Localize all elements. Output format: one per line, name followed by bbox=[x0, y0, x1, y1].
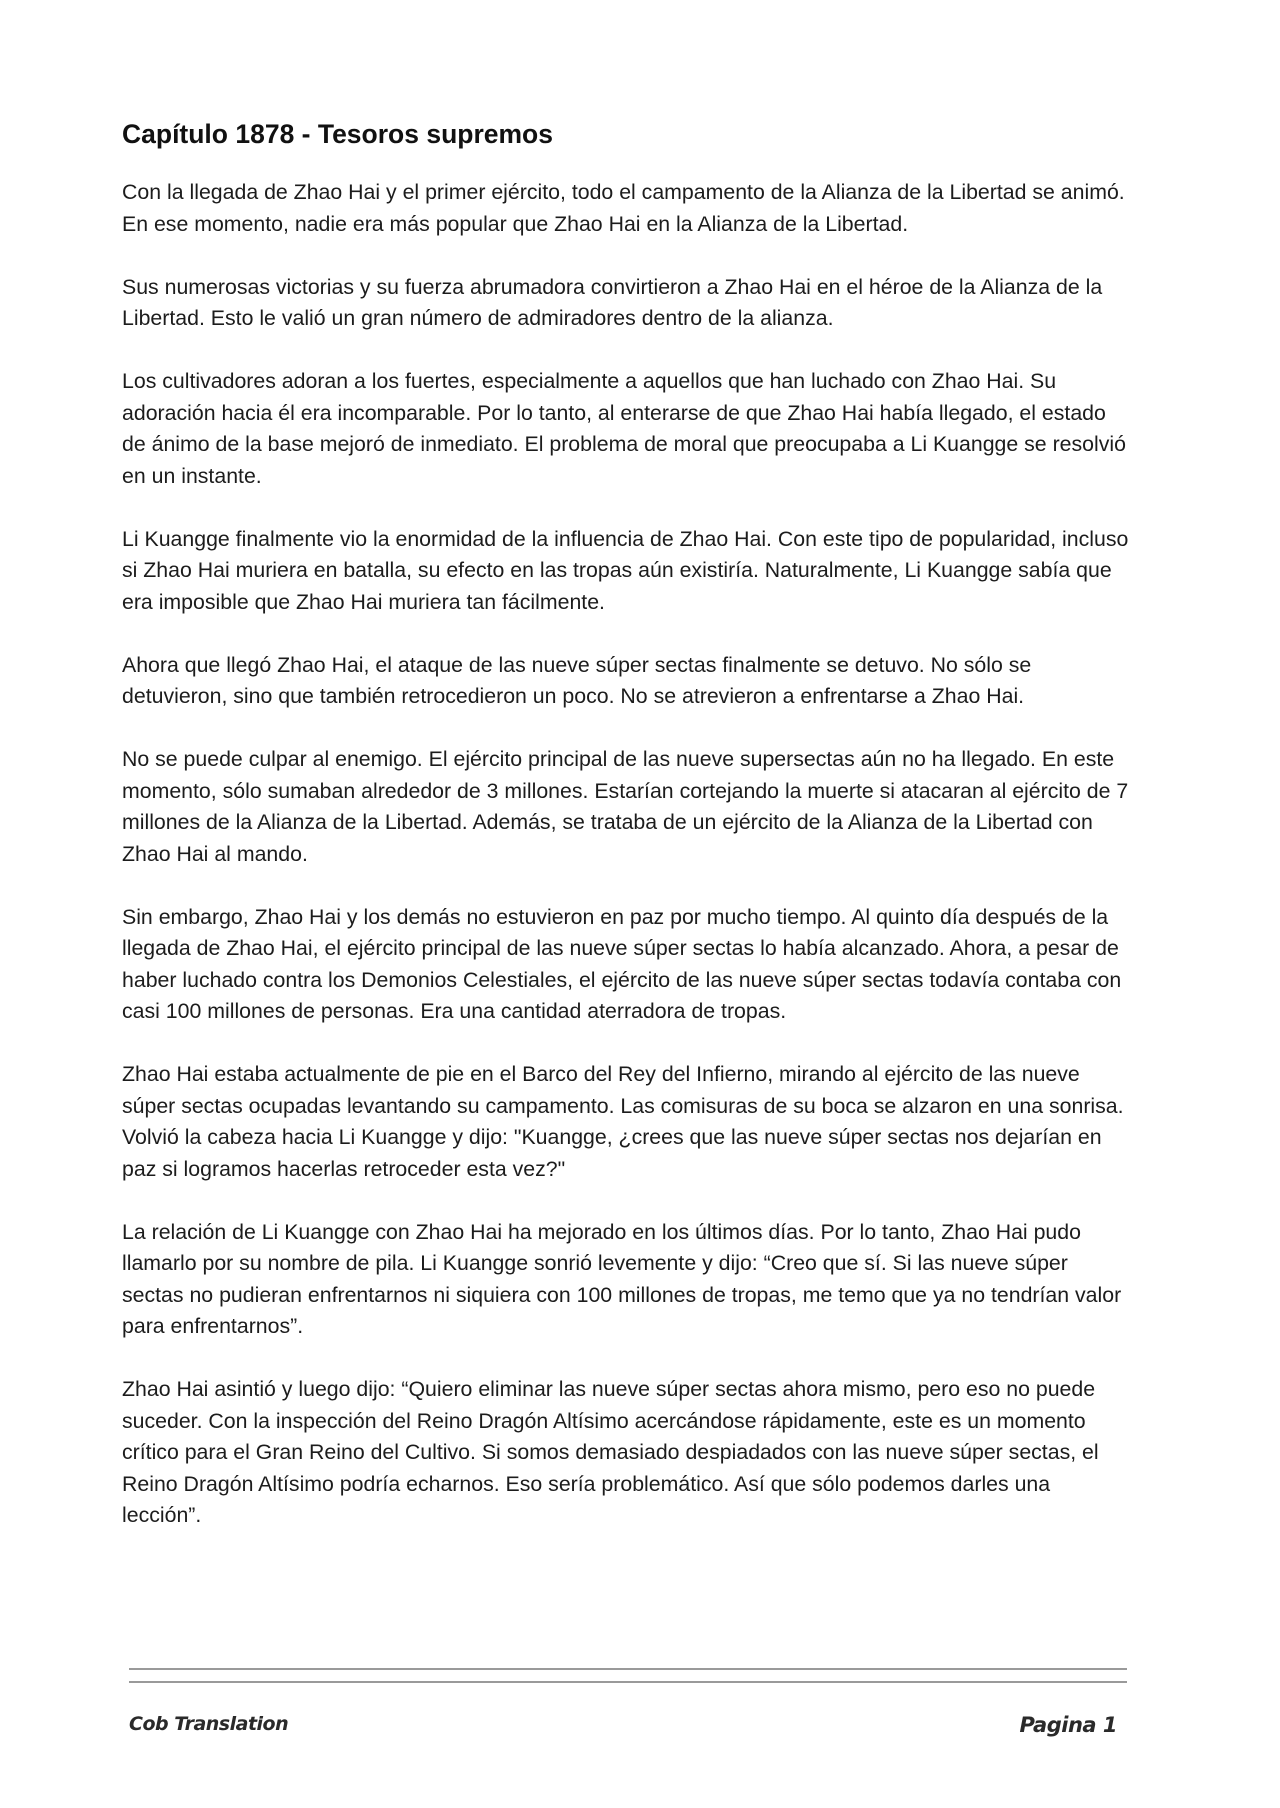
paragraph: Zhao Hai asintió y luego dijo: “Quiero eliminar las nueve súper sectas ahora mismo, pero eso no puede suceder. Con la inspección del Reino Dragón Altísimo acercándose rápidamente, este es un momento crítico para el Gran Reino del Cultivo. Si somos demasiado despiadados con las nueve súper sectas, el Reino Dragón Altísimo podría echarnos. Eso sería problemático. Así que sólo podemos darles una lección”. bbox=[122, 1377, 1099, 1527]
footer-page-number: Pagina 1 bbox=[1019, 1713, 1117, 1737]
footer-divider-top bbox=[129, 1668, 1127, 1670]
paragraph: Zhao Hai estaba actualmente de pie en el Barco del Rey del Infierno, mirando al ejército de las nueve súper sectas ocupadas levantando su campamento. Las comisuras de su boca se alzaron en una sonrisa. Volvió la cabeza hacia Li Kuangge y dijo: "Kuangge, ¿crees que las nueve súper sectas nos dejarían en paz si logramos hacerlas retroceder esta vez?" bbox=[122, 1062, 1124, 1181]
footer-translator-credit: Cob Translation bbox=[129, 1713, 289, 1735]
paragraph: Sus numerosas victorias y su fuerza abrumadora convirtieron a Zhao Hai en el héroe de la Alianza de la Libertad. Esto le valió un gran número de admiradores dentro de la alianza. bbox=[122, 274, 1103, 330]
paragraph: La relación de Li Kuangge con Zhao Hai ha mejorado en los últimos días. Por lo tanto, Zhao Hai pudo llamarlo por su nombre de pila. Li Kuangge sonrió levemente y dijo: “Creo que sí. Si las nueve súper sectas no pudieran enfrentarnos ni siquiera con 100 millones de tropas, me temo que ya no tendrían valor para enfrentarnos”. bbox=[122, 1219, 1122, 1338]
paragraph: No se puede culpar al enemigo. El ejército principal de las nueve supersectas aún no ha llegado. En este momento, sólo sumaban alrededor de 3 millones. Estarían cortejando la muerte si atacaran al ejército de 7 millones de la Alianza de la Libertad. Además, se trataba de un ejército de la Alianza de la Libertad con Zhao Hai al mando. bbox=[122, 747, 1129, 866]
footer-divider-bottom bbox=[129, 1681, 1127, 1683]
document-body bbox=[122, 118, 1132, 1563]
paragraph: Con la llegada de Zhao Hai y el primer ejército, todo el campamento de la Alianza de la Libertad se animó. En ese momento, nadie era más popular que Zhao Hai en la Alianza de la Libertad. bbox=[122, 180, 1125, 236]
paragraph: Ahora que llegó Zhao Hai, el ataque de las nueve súper sectas finalmente se detuvo. No sólo se detuvieron, sino que también retrocedieron un poco. No se atrevieron a enfrentarse a Zhao Hai. bbox=[122, 652, 1032, 708]
paragraph: Sin embargo, Zhao Hai y los demás no estuvieron en paz por mucho tiempo. Al quinto día después de la llegada de Zhao Hai, el ejército principal de las nueve súper sectas lo había alcanzado. Ahora, a pesar de haber luchado contra los Demonios Celestiales, el ejército de las nueve súper sectas todavía contaba con casi 100 millones de personas. Era una cantidad aterradora de tropas. bbox=[122, 904, 1122, 1023]
chapter-title: Capítulo 1878 - Tesoros supremos bbox=[122, 119, 553, 149]
paragraph: Li Kuangge finalmente vio la enormidad de la influencia de Zhao Hai. Con este tipo de popularidad, incluso si Zhao Hai muriera en batalla, su efecto en las tropas aún existiría. Naturalmente, Li Kuangge sabía que era imposible que Zhao Hai muriera tan fácilmente. bbox=[122, 526, 1129, 614]
paragraph: Los cultivadores adoran a los fuertes, especialmente a aquellos que han luchado con Zhao Hai. Su adoración hacia él era incomparable. Por lo tanto, al enterarse de que Zhao Hai había llegado, el estado de ánimo de la base mejoró de inmediato. El problema de moral que preocupaba a Li Kuangge se resolvió en un instante. bbox=[122, 369, 1126, 488]
